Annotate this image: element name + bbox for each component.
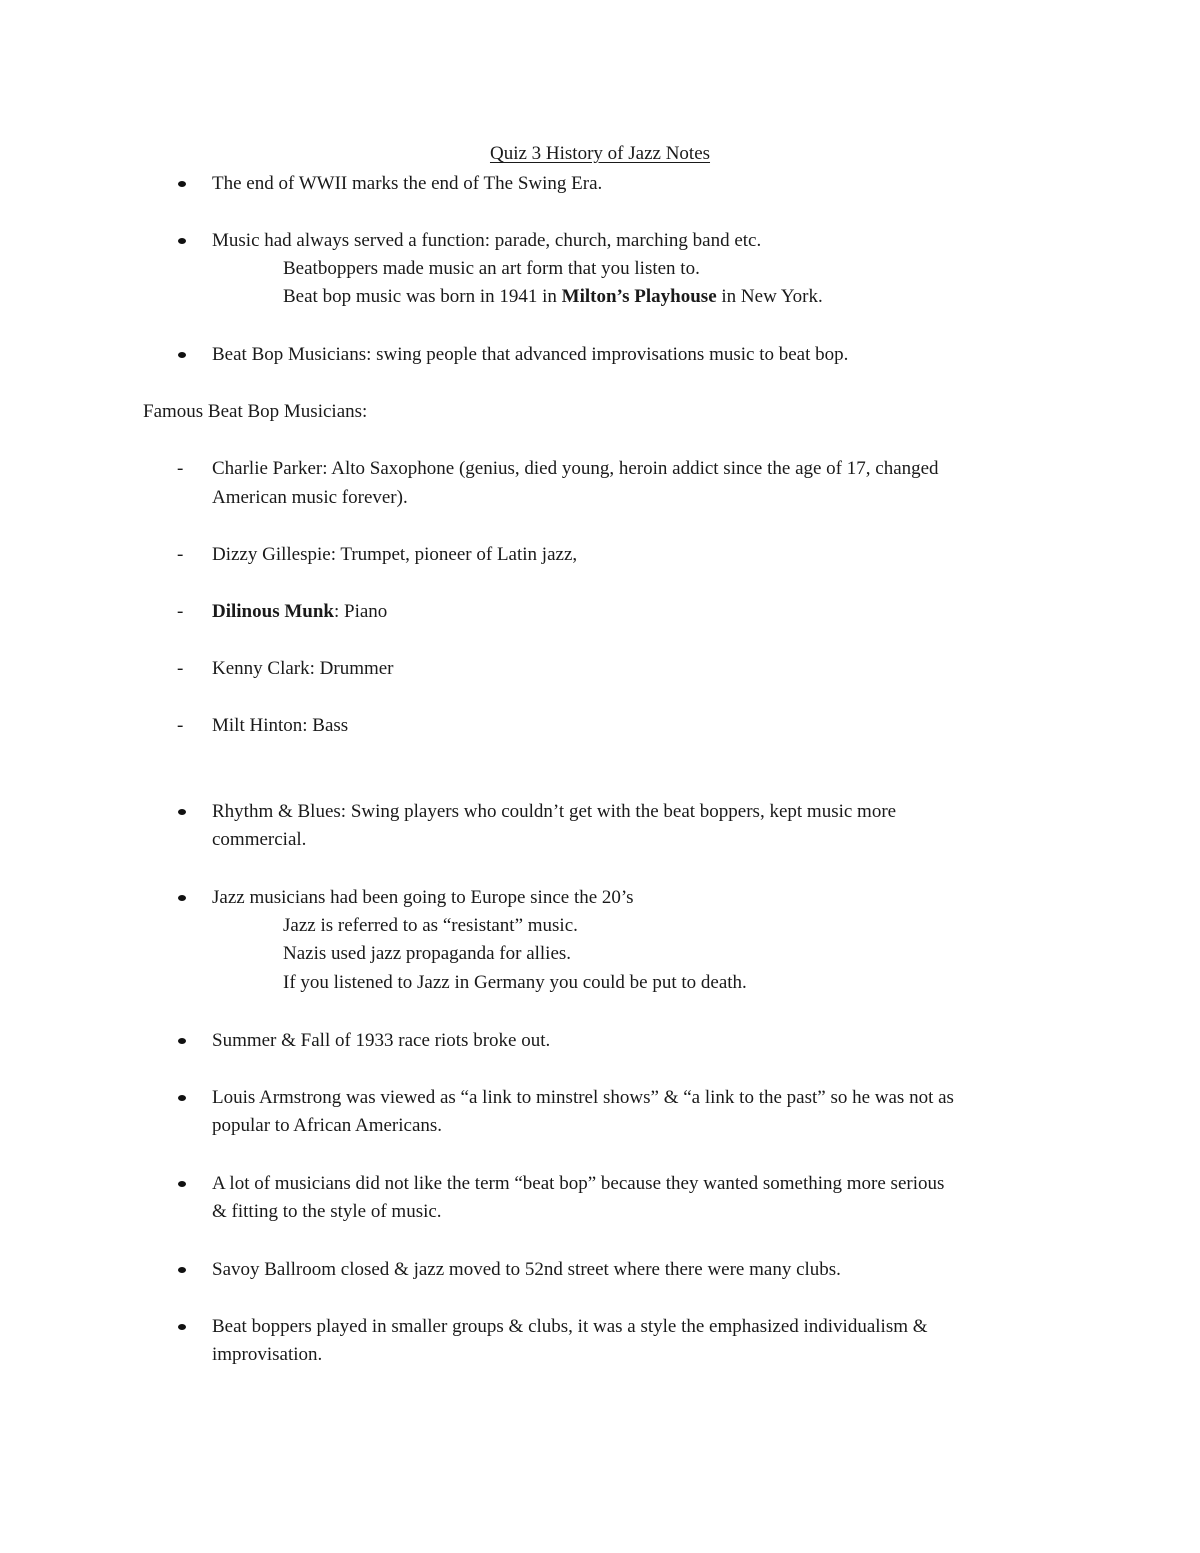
musician-item: Kenny Clark: Drummer bbox=[212, 658, 394, 679]
bullet-text-continued: popular to African Americans. bbox=[212, 1115, 443, 1136]
sub-note-text: Beat bop music was born in 1941 in bbox=[283, 286, 562, 307]
venue-name: Milton’s Playhouse bbox=[561, 286, 717, 307]
musician-item bbox=[212, 601, 387, 623]
musician-name: Dilinous Munk bbox=[212, 601, 334, 622]
dash-marker: - bbox=[177, 458, 184, 479]
bullet-icon bbox=[178, 1181, 186, 1187]
bullet-icon bbox=[178, 352, 186, 358]
musician-item-continued: American music forever). bbox=[212, 487, 408, 508]
bullet-icon bbox=[178, 1038, 186, 1044]
sub-note-text: in New York. bbox=[716, 286, 823, 307]
musician-item: Dizzy Gillespie: Trumpet, pioneer of Latin jazz, bbox=[212, 544, 578, 565]
musician-item: Milt Hinton: Bass bbox=[212, 715, 349, 736]
bullet-text: Rhythm & Blues: Swing players who couldn’t get with the beat boppers, kept music more bbox=[212, 801, 897, 822]
dash-marker: - bbox=[177, 658, 184, 679]
document-title: Quiz 3 History of Jazz Notes bbox=[489, 143, 711, 164]
musician-item: Charlie Parker: Alto Saxophone (genius, died young, heroin addict since the age of 17, changed bbox=[212, 458, 939, 479]
sub-note: Nazis used jazz propaganda for allies. bbox=[283, 943, 572, 964]
sub-note: Jazz is referred to as “resistant” music. bbox=[283, 915, 578, 936]
bullet-icon bbox=[178, 1095, 186, 1101]
sub-note bbox=[283, 286, 823, 308]
bullet-text: A lot of musicians did not like the term “beat bop” because they wanted something more serious bbox=[212, 1173, 945, 1194]
bullet-text: Jazz musicians had been going to Europe since the 20’s bbox=[212, 887, 634, 908]
bullet-text: Beat boppers played in smaller groups & clubs, it was a style the emphasized individualism & bbox=[212, 1316, 928, 1337]
musician-instrument: : Piano bbox=[333, 601, 388, 622]
bullet-icon bbox=[178, 895, 186, 901]
bullet-text-continued: commercial. bbox=[212, 829, 307, 850]
dash-marker: - bbox=[177, 544, 184, 565]
dash-marker: - bbox=[177, 601, 184, 622]
sub-note: If you listened to Jazz in Germany you could be put to death. bbox=[283, 972, 747, 993]
bullet-icon bbox=[178, 181, 186, 187]
bullet-text: Summer & Fall of 1933 race riots broke out. bbox=[212, 1030, 551, 1051]
bullet-text: Beat Bop Musicians: swing people that advanced improvisations music to beat bop. bbox=[212, 344, 849, 365]
section-heading: Famous Beat Bop Musicians: bbox=[143, 401, 368, 422]
bullet-icon bbox=[178, 809, 186, 815]
bullet-text-continued: & fitting to the style of music. bbox=[212, 1201, 442, 1222]
bullet-text: Savoy Ballroom closed & jazz moved to 52nd street where there were many clubs. bbox=[212, 1259, 841, 1280]
bullet-icon bbox=[178, 1267, 186, 1273]
bullet-text: Music had always served a function: parade, church, marching band etc. bbox=[212, 230, 762, 251]
bullet-icon bbox=[178, 238, 186, 244]
bullet-text-continued: improvisation. bbox=[212, 1344, 323, 1365]
bullet-text: Louis Armstrong was viewed as “a link to minstrel shows” & “a link to the past” so he was not as bbox=[212, 1087, 954, 1108]
dash-marker: - bbox=[177, 715, 184, 736]
bullet-icon bbox=[178, 1324, 186, 1330]
sub-note: Beatboppers made music an art form that you listen to. bbox=[283, 258, 700, 279]
bullet-text: The end of WWII marks the end of The Swing Era. bbox=[212, 173, 603, 194]
